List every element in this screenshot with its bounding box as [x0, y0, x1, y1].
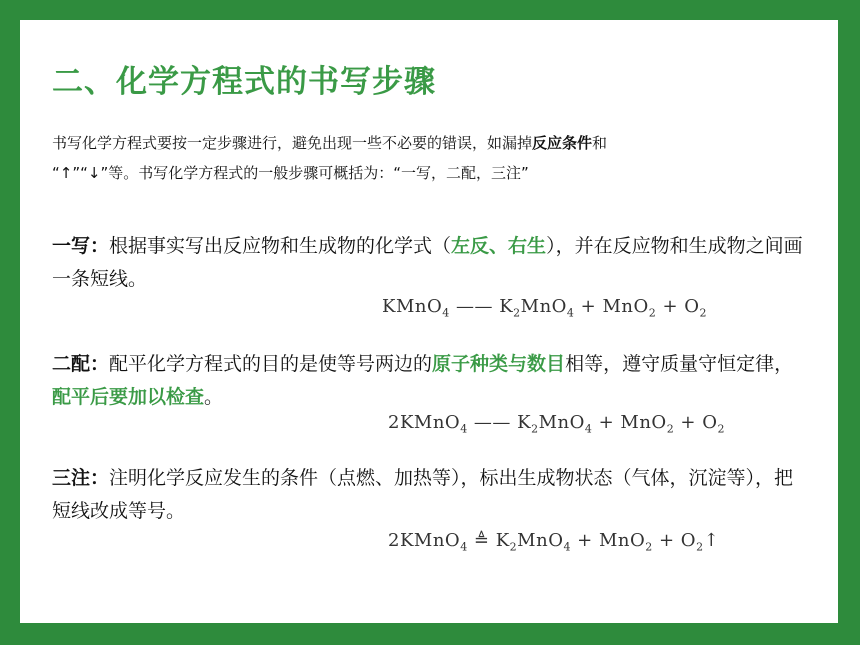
eq3-sub-mno: 4 [563, 540, 571, 554]
step-two-label: 二配 [52, 353, 91, 375]
eq3-coef: 2 [388, 530, 400, 551]
intro-bold: 反应条件 [532, 134, 593, 152]
gas-arrow-icon: ↑ [703, 530, 720, 551]
step-two-text-3: 。 [204, 386, 224, 408]
eq1-sub-k: 2 [513, 306, 521, 320]
step-two-highlight: 原子种类与数目 [432, 353, 566, 375]
eq1-kmno4: KMnO [382, 296, 443, 317]
step-two-colon: ： [90, 353, 110, 375]
eq2-mno: MnO [538, 412, 585, 433]
eq3-sub: 4 [460, 540, 468, 554]
step-one-text-2: ），并在反应物和生成物之间画一条短线。 [52, 235, 803, 290]
intro-text-2: 和 [592, 134, 608, 152]
equation-final [388, 530, 719, 554]
eq1-plus-o2: + O [656, 296, 700, 317]
eq1-plus-mno2: + MnO [574, 296, 649, 317]
step-two-text: 配平化学方程式的目的是使等号两边的 [109, 353, 433, 375]
step-one-label: 一写 [52, 235, 91, 257]
eq3-kmno4: KMnO [399, 530, 461, 551]
step-three-text: 注明化学反应发生的条件（点燃、加热等），标出生成物状态（气体，沉淀等），把短线改成等号。 [52, 467, 794, 522]
step-two-highlight-2: 配平后要加以检查 [52, 386, 205, 408]
eq1-sub-mno: 4 [566, 306, 575, 320]
page-title: 二、化学方程式的书写步骤 [52, 64, 436, 100]
eq2-sub-mno2: 2 [666, 422, 675, 436]
eq3-plus-mno2: + MnO [570, 530, 646, 551]
eq2-kmno4: KMnO [399, 412, 461, 433]
eq2-plus-mno2: + MnO [592, 412, 667, 433]
eq2-sub-k: 2 [531, 422, 539, 436]
eq3-plus-o2: + O [652, 530, 697, 551]
eq3-sub-mno2: 2 [645, 540, 653, 554]
eq2-dash: —— [467, 412, 518, 433]
step-one-text: 根据事实写出反应物和生成物的化学式（ [109, 235, 452, 257]
step-three-label: 三注 [52, 467, 91, 489]
eq1-mno: MnO [520, 296, 567, 317]
eq1-sub-mno2: 2 [648, 306, 657, 320]
eq1-k: K [499, 296, 514, 317]
eq2-sub-mno: 4 [584, 422, 593, 436]
step-one-highlight: 左反、右生 [451, 235, 547, 257]
eq2-sub-o2: 2 [717, 422, 725, 436]
intro-paragraph [52, 128, 812, 188]
eq3-heat-sign: ≜ [467, 530, 496, 551]
equation-unbalanced [382, 296, 707, 320]
eq3-sub-k: 2 [509, 540, 518, 554]
eq2-coef: 2 [388, 412, 400, 433]
intro-text: 书写化学方程式要按一定步骤进行，避免出现一些不必要的错误，如漏掉 [52, 134, 533, 152]
equation-balanced [388, 412, 725, 436]
slide [20, 20, 838, 623]
step-three-paragraph [52, 462, 812, 528]
step-two-text-2: 相等，遵守质量守恒定律， [565, 353, 794, 375]
step-three-colon: ： [90, 467, 110, 489]
eq2-plus-o2: + O [674, 412, 718, 433]
eq2-k: K [517, 412, 532, 433]
eq3-mno: MnO [517, 530, 564, 551]
intro-text-3: “↑”“↓”等。书写化学方程式的一般步骤可概括为：“一写，二配，三注” [52, 164, 529, 182]
eq3-sub-o2: 2 [696, 540, 704, 554]
eq1-dash: —— [449, 296, 500, 317]
step-two-paragraph [52, 348, 812, 414]
eq3-k: K [495, 530, 510, 551]
eq1-sub: 4 [442, 306, 450, 320]
eq2-sub: 4 [460, 422, 468, 436]
step-one-paragraph [52, 230, 812, 296]
eq1-sub-o2: 2 [699, 306, 708, 320]
step-one-colon: ： [90, 235, 110, 257]
